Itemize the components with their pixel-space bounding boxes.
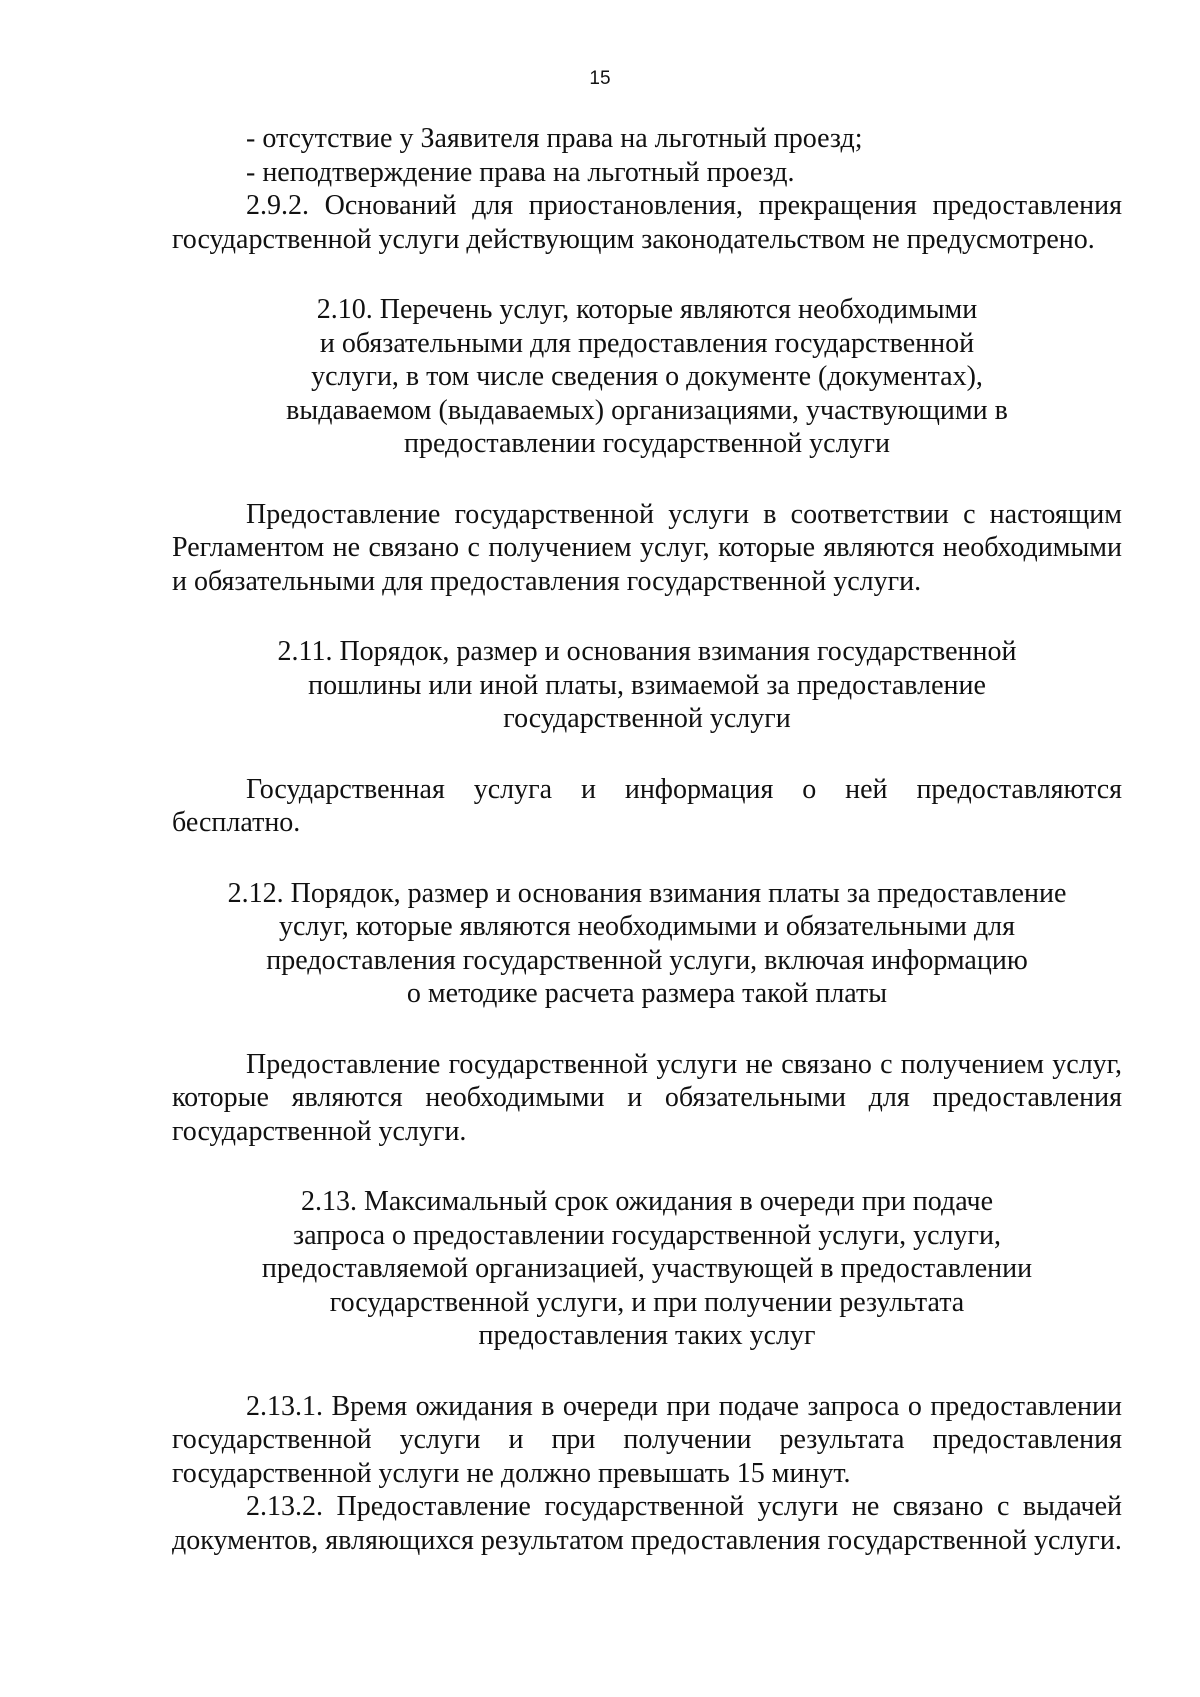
heading-line: предоставлении государственной услуги [403,428,891,459]
heading-line: пошлины или иной платы, взимаемой за предоставление [308,669,986,701]
heading-line: государственной услуги, и при получении результата [329,1286,965,1318]
heading-line: государственной услуги [503,703,791,734]
heading-line: и обязательными для предоставления государственной [319,327,975,359]
section-heading-2-13 [172,1185,1122,1353]
list-item-dash-1: - отсутствие у Заявителя права на льготный проезд; [246,123,863,154]
paragraph-2-10: Предоставление государственной услуги в соответствии с настоящим Регламентом не связано с получением услуг, которые являются необходимыми и обязательными для предоставления государственной услуги. [172,498,1122,597]
heading-line: предоставления государственной услуги, включая информацию [266,944,1028,976]
page-number: 15 [589,68,611,89]
section-heading-2-10 [172,293,1122,461]
heading-line: 2.13. Максимальный срок ожидания в очереди при подаче [300,1186,994,1217]
paragraph-2-13-1: 2.13.1. Время ожидания в очереди при подаче запроса о предоставлении государственной услуги и при получении результата предоставления государственной услуги не должно превышать 15 минут. [172,1390,1122,1489]
section-heading-2-11 [172,635,1122,736]
heading-line: услуги, в том числе сведения о документе (документах), [311,361,983,392]
document-body [172,122,1122,1557]
paragraph-2-9-2: 2.9.2. Оснований для приостановления, прекращения предоставления государственной услуги действующим законодательством не предусмотрено. [172,190,1122,255]
section-heading-2-12 [172,877,1122,1011]
paragraph-2-11: Государственная услуга и информация о ней предоставляются бесплатно. [172,773,1122,838]
heading-line: услуг, которые являются необходимыми и обязательными для [278,911,1016,942]
heading-line: 2.10. Перечень услуг, которые являются необходимыми [316,294,978,325]
heading-line: запроса о предоставлении государственной услуги, услуги, [293,1219,1001,1251]
heading-line: о методике расчета размера такой платы [406,978,888,1009]
paragraph-2-12: Предоставление государственной услуги не связано с получением услуг, которые являются необходимыми и обязательными для предоставления государственной услуги. [172,1048,1122,1147]
heading-line: 2.12. Порядок, размер и основания взимания платы за предоставление [227,877,1067,909]
heading-line: предоставления таких услуг [478,1320,816,1351]
paragraph-2-13-2: 2.13.2. Предоставление государственной услуги не связано с выдачей документов, являющихся результатом предоставления государственной услуги. [172,1491,1122,1556]
heading-line: 2.11. Порядок, размер и основания взимания государственной [277,636,1017,667]
list-item-dash-2: - неподтверждение права на льготный проезд. [246,156,795,188]
heading-line: выдаваемом (выдаваемых) организациями, участвующими в [286,394,1008,426]
heading-line: предоставляемой организацией, участвующей в предоставлении [261,1253,1033,1284]
